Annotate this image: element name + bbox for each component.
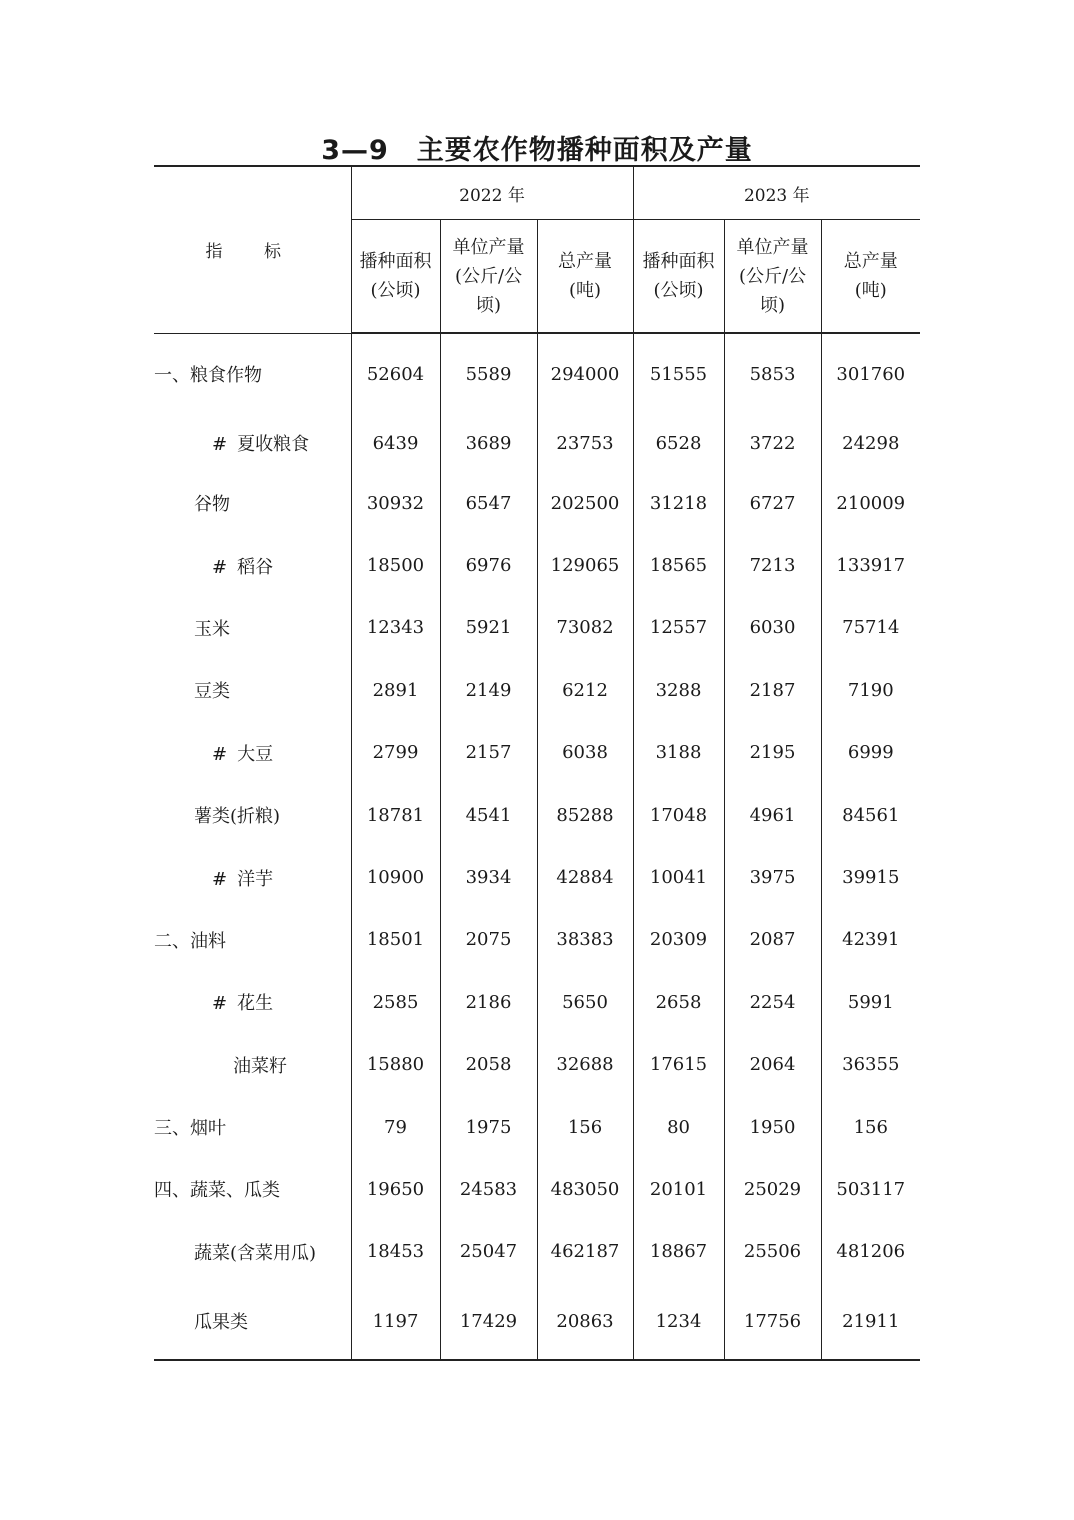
table-cell: 30932	[351, 472, 440, 534]
table-cell: 18453	[351, 1221, 440, 1283]
row-label	[154, 909, 351, 971]
table-cell: 3975	[724, 846, 821, 908]
table-row	[154, 784, 920, 846]
table-cell: 3288	[633, 659, 724, 721]
table-title: 3—9 主要农作物播种面积及产量	[321, 135, 753, 166]
table-cell: 503117	[821, 1158, 920, 1220]
table-row	[154, 1221, 920, 1283]
col-header-area-2023	[633, 220, 724, 334]
table-cell: 18565	[633, 534, 724, 596]
table-cell: 10900	[351, 846, 440, 908]
table-cell: 79	[351, 1096, 440, 1158]
table-cell: 2195	[724, 722, 821, 784]
indicator-header: 指 标	[154, 166, 351, 333]
year-header-2023: 2023 年	[633, 166, 920, 220]
table-cell: 18501	[351, 909, 440, 971]
table-cell: 24298	[821, 414, 920, 472]
crop-stats-table	[154, 165, 920, 1361]
table-cell: 483050	[537, 1158, 633, 1220]
row-label	[154, 534, 351, 596]
table-cell: 294000	[537, 333, 633, 414]
table-row	[154, 909, 920, 971]
col-header-line: 单位产量	[452, 236, 525, 258]
table-cell: 12557	[633, 597, 724, 659]
table-row	[154, 1283, 920, 1360]
col-header-line: (公斤/公	[454, 265, 523, 287]
table-cell: 6030	[724, 597, 821, 659]
table-cell: 3722	[724, 414, 821, 472]
row-label	[154, 846, 351, 908]
row-label-text: 稻谷	[237, 556, 274, 578]
table-row	[154, 846, 920, 908]
table-cell: 301760	[821, 333, 920, 414]
table-cell: 2799	[351, 722, 440, 784]
table-cell: 7190	[821, 659, 920, 721]
row-label	[154, 333, 351, 414]
row-label	[154, 659, 351, 721]
row-label	[154, 784, 351, 846]
subitem-mark: #	[212, 434, 228, 455]
table-cell: 32688	[537, 1034, 633, 1096]
table-cell: 6999	[821, 722, 920, 784]
table-cell: 25047	[440, 1221, 537, 1283]
table-row	[154, 1096, 920, 1158]
subitem-mark: #	[212, 868, 228, 890]
table-cell: 4961	[724, 784, 821, 846]
table-cell: 1234	[633, 1283, 724, 1360]
row-label-text: 大豆	[237, 743, 274, 765]
table-cell: 73082	[537, 597, 633, 659]
table-cell: 18500	[351, 534, 440, 596]
row-label	[154, 414, 351, 472]
table-cell: 52604	[351, 333, 440, 414]
row-label	[154, 1283, 351, 1360]
table-cell: 2891	[351, 659, 440, 721]
col-header-area-2022	[351, 220, 440, 334]
row-label-text: 三、烟叶	[154, 1118, 226, 1140]
table-cell: 19650	[351, 1158, 440, 1220]
col-header-total-2023	[821, 220, 920, 334]
table-cell: 6038	[537, 722, 633, 784]
table-cell: 6976	[440, 534, 537, 596]
table-row	[154, 333, 920, 414]
table-cell: 6439	[351, 414, 440, 472]
row-label	[154, 1096, 351, 1158]
row-label-text: 谷物	[194, 494, 230, 516]
col-header-yield-2023	[724, 220, 821, 334]
table-cell: 42884	[537, 846, 633, 908]
row-label-text: 玉米	[194, 618, 230, 640]
table-cell: 2658	[633, 971, 724, 1033]
table-cell: 2075	[440, 909, 537, 971]
subitem-mark: #	[212, 556, 228, 578]
table-cell: 21911	[821, 1283, 920, 1360]
table-cell: 481206	[821, 1221, 920, 1283]
table-cell: 6547	[440, 472, 537, 534]
row-label-text: 四、蔬菜、瓜类	[154, 1180, 280, 1202]
table-cell: 18781	[351, 784, 440, 846]
table-cell: 6528	[633, 414, 724, 472]
table-cell: 7213	[724, 534, 821, 596]
col-header-yield-2022	[440, 220, 537, 334]
year-header-2022: 2022 年	[351, 166, 633, 220]
col-header-line: 播种面积	[359, 251, 432, 272]
table-row	[154, 597, 920, 659]
row-label	[154, 1034, 351, 1096]
table-cell: 1975	[440, 1096, 537, 1158]
table-cell: 18867	[633, 1221, 724, 1283]
table-cell: 6212	[537, 659, 633, 721]
subitem-mark: #	[212, 993, 228, 1015]
table-cell: 2149	[440, 659, 537, 721]
table-cell: 17429	[440, 1283, 537, 1360]
table-cell: 20309	[633, 909, 724, 971]
table-cell: 3689	[440, 414, 537, 472]
table-cell: 31218	[633, 472, 724, 534]
row-label	[154, 597, 351, 659]
table-cell: 133917	[821, 534, 920, 596]
table-cell: 4541	[440, 784, 537, 846]
row-label-text: 豆类	[194, 681, 230, 703]
row-label-text: 洋芋	[237, 868, 274, 890]
table-cell: 2186	[440, 971, 537, 1033]
table-row	[154, 1034, 920, 1096]
col-header-line: 总产量	[843, 251, 898, 272]
table-cell: 17615	[633, 1034, 724, 1096]
row-label	[154, 472, 351, 534]
table-cell: 3188	[633, 722, 724, 784]
table-cell: 24583	[440, 1158, 537, 1220]
col-header-line: (吨)	[568, 280, 602, 301]
row-label-text: 花生	[237, 993, 274, 1015]
table-cell: 5589	[440, 333, 537, 414]
table-row	[154, 659, 920, 721]
row-label-text: 二、油料	[154, 930, 226, 952]
row-label-text: 蔬菜(含菜用瓜)	[194, 1242, 317, 1264]
table-cell: 85288	[537, 784, 633, 846]
col-header-line: (公斤/公	[738, 265, 807, 287]
row-label	[154, 1158, 351, 1220]
table-cell: 1950	[724, 1096, 821, 1158]
row-label-text: 夏收粮食	[237, 434, 310, 455]
table-cell: 3934	[440, 846, 537, 908]
table-row	[154, 472, 920, 534]
row-label-text: 瓜果类	[194, 1312, 248, 1334]
table-row	[154, 534, 920, 596]
table-cell: 10041	[633, 846, 724, 908]
col-header-line: 单位产量	[736, 236, 809, 258]
table-cell: 210009	[821, 472, 920, 534]
table-cell: 5650	[537, 971, 633, 1033]
col-header-total-2022	[537, 220, 633, 334]
table-cell: 6727	[724, 472, 821, 534]
table-cell: 20863	[537, 1283, 633, 1360]
table-cell: 20101	[633, 1158, 724, 1220]
table-cell: 2157	[440, 722, 537, 784]
table-cell: 2087	[724, 909, 821, 971]
table-cell: 84561	[821, 784, 920, 846]
col-header-line: 顷)	[475, 294, 502, 316]
table-cell: 25029	[724, 1158, 821, 1220]
table-cell: 5921	[440, 597, 537, 659]
table-cell: 12343	[351, 597, 440, 659]
table-cell: 15880	[351, 1034, 440, 1096]
table-cell: 17756	[724, 1283, 821, 1360]
col-header-line: 播种面积	[642, 251, 715, 272]
row-label-text: 一、粮食作物	[154, 364, 262, 386]
row-label-text: 油菜籽	[233, 1055, 287, 1077]
table-row	[154, 722, 920, 784]
col-header-line: (公顷)	[653, 280, 704, 301]
table-cell: 2187	[724, 659, 821, 721]
col-header-line: (吨)	[854, 280, 887, 301]
table-cell: 17048	[633, 784, 724, 846]
table-row	[154, 414, 920, 472]
table-cell: 462187	[537, 1221, 633, 1283]
row-label-text: 薯类(折粮)	[194, 806, 281, 828]
table-cell: 129065	[537, 534, 633, 596]
table-cell: 51555	[633, 333, 724, 414]
table-cell: 25506	[724, 1221, 821, 1283]
row-label	[154, 722, 351, 784]
table-cell: 42391	[821, 909, 920, 971]
table-cell: 2585	[351, 971, 440, 1033]
row-label	[154, 1221, 351, 1283]
table-cell: 202500	[537, 472, 633, 534]
table-row	[154, 1158, 920, 1220]
row-label	[154, 971, 351, 1033]
table-cell: 2064	[724, 1034, 821, 1096]
table-cell: 156	[821, 1096, 920, 1158]
table-cell: 156	[537, 1096, 633, 1158]
table-cell: 80	[633, 1096, 724, 1158]
table-body	[154, 333, 920, 1360]
table-cell: 38383	[537, 909, 633, 971]
table-cell: 36355	[821, 1034, 920, 1096]
col-header-line: 顷)	[760, 294, 786, 316]
table-cell: 39915	[821, 846, 920, 908]
table-cell: 5991	[821, 971, 920, 1033]
table-cell: 5853	[724, 333, 821, 414]
table-cell: 1197	[351, 1283, 440, 1360]
col-header-line: (公顷)	[370, 280, 421, 301]
table-row	[154, 971, 920, 1033]
table-cell: 23753	[537, 414, 633, 472]
table-cell: 75714	[821, 597, 920, 659]
table-cell: 2058	[440, 1034, 537, 1096]
subitem-mark: #	[212, 743, 228, 765]
table-cell: 2254	[724, 971, 821, 1033]
col-header-line: 总产量	[558, 251, 612, 272]
